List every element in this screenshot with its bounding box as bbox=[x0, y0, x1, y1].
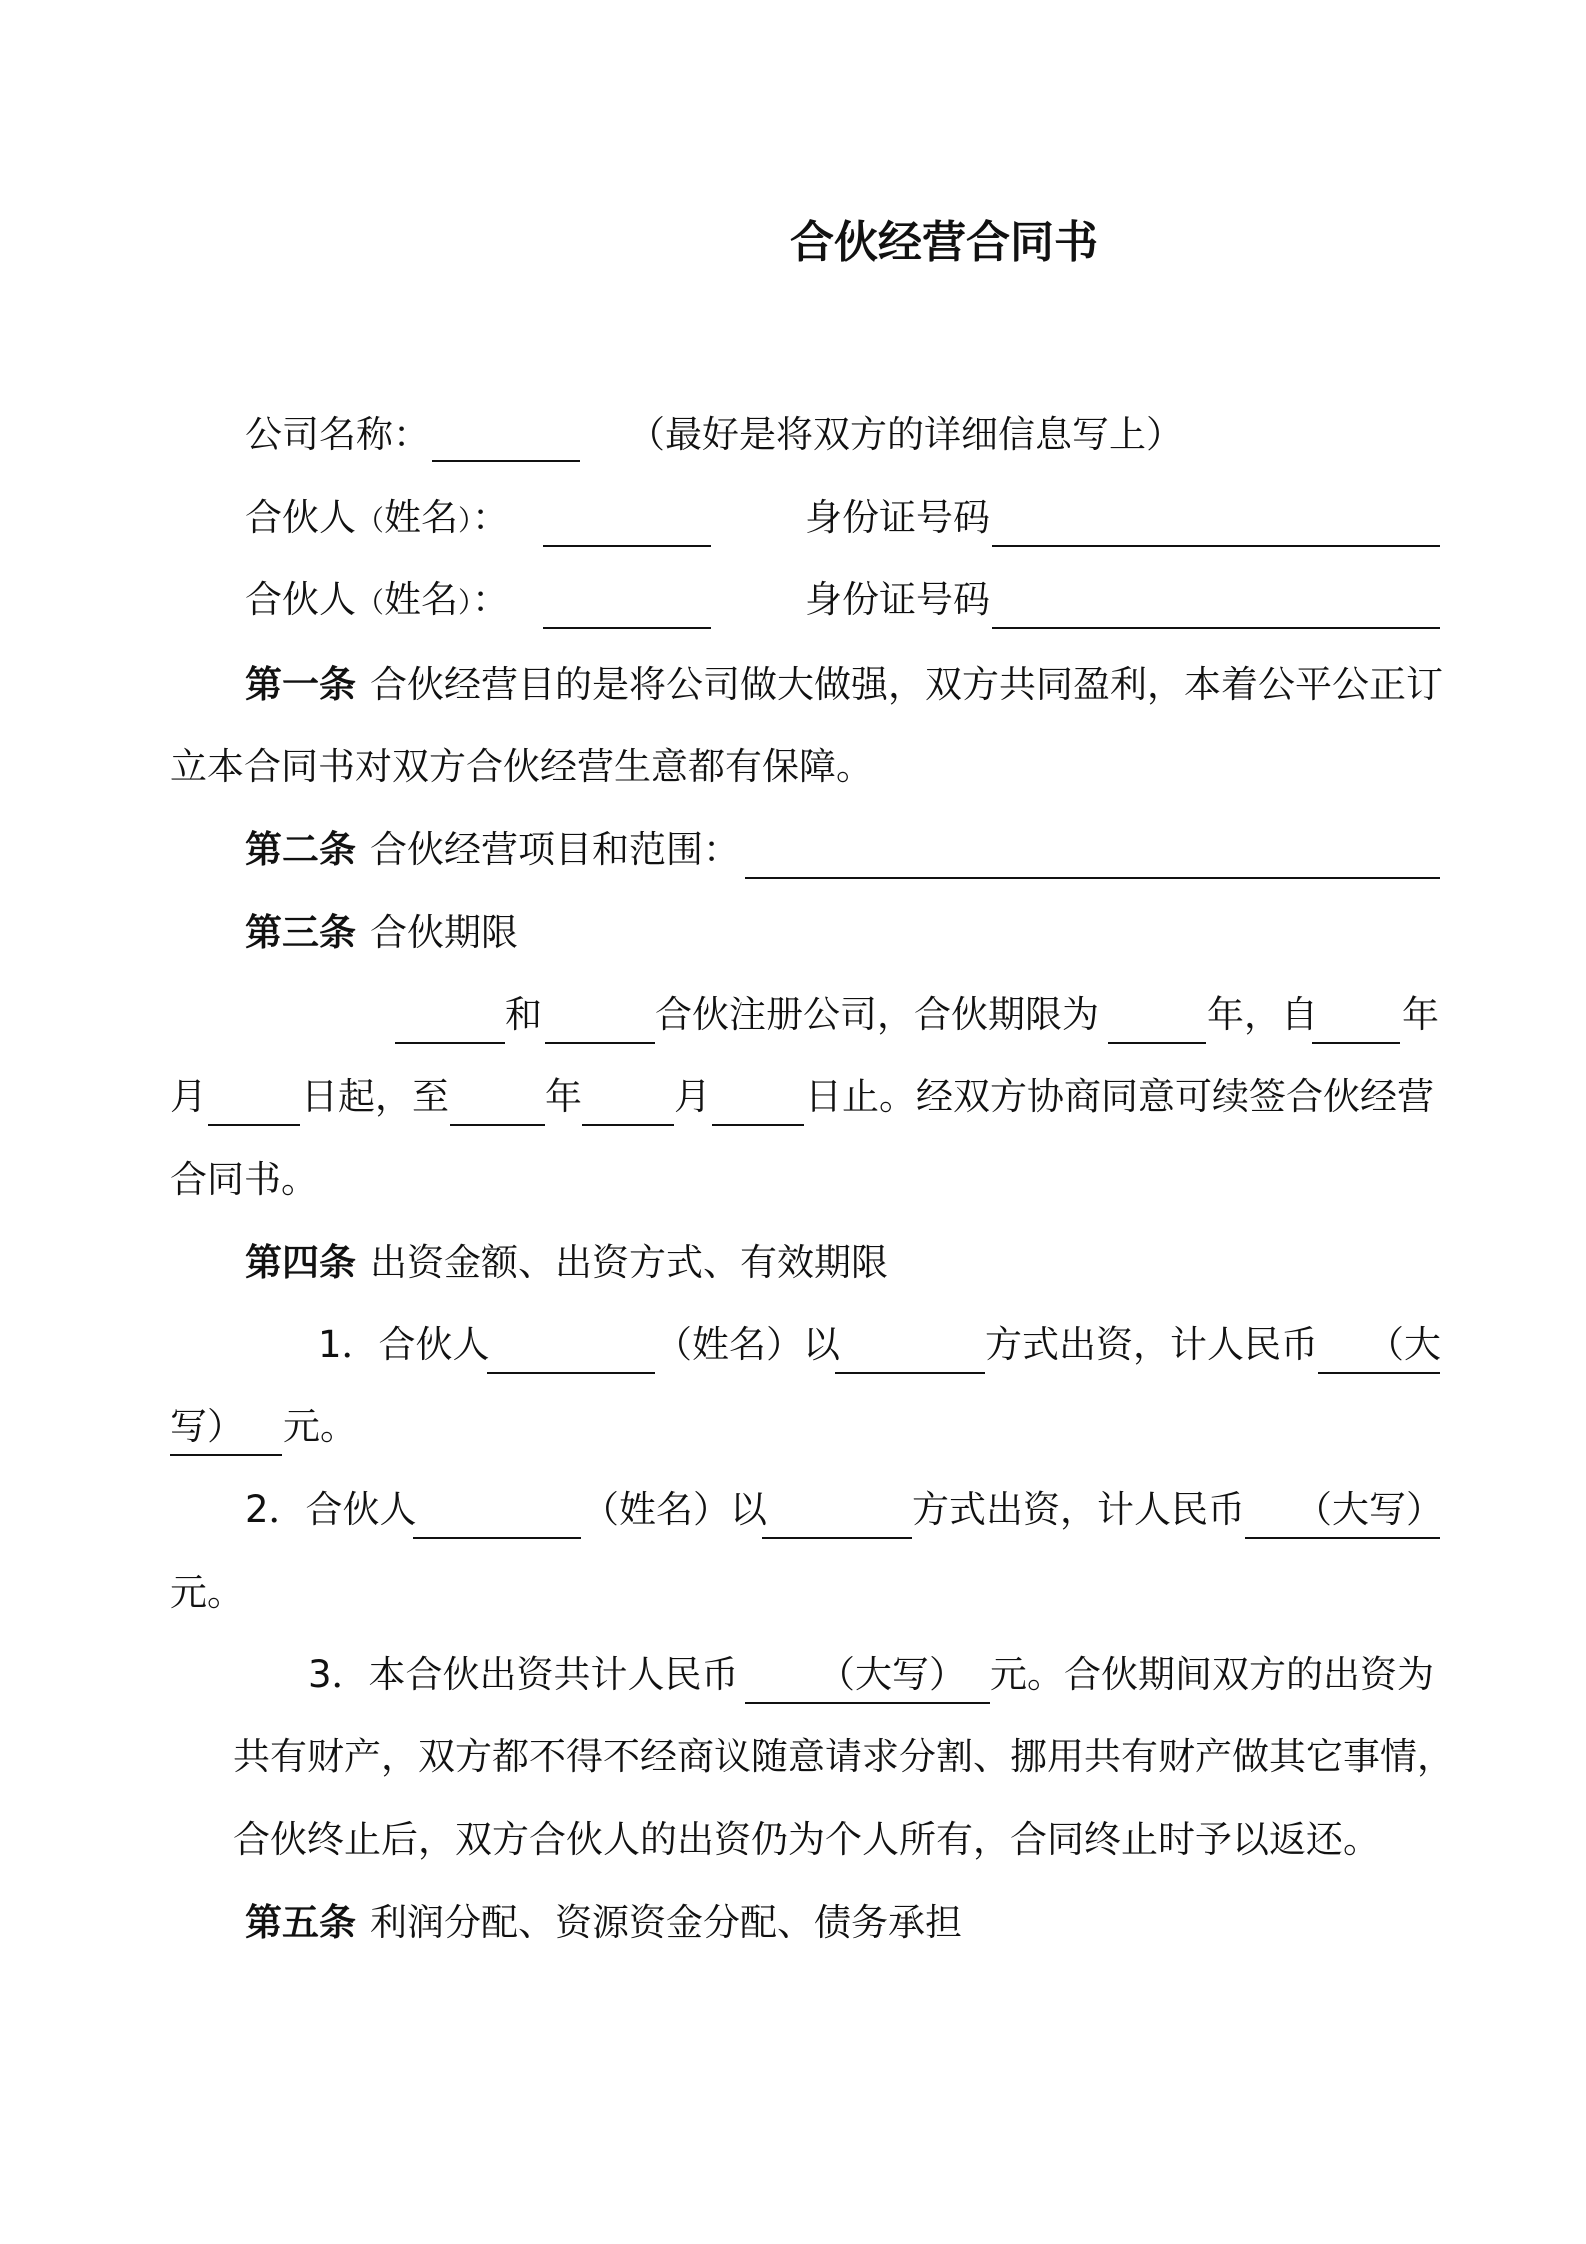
article4-item3-line3: 合伙终止后，双方合伙人的出资仍为个人所有，合同终止时予以返还。 bbox=[233, 1818, 1380, 1861]
partner2-label: 合伙人（姓名）： bbox=[245, 578, 510, 621]
article4-item1-xie-blank bbox=[170, 1454, 282, 1456]
article4-item1-da: （大 bbox=[1367, 1323, 1441, 1366]
article4-item2-amount-blank bbox=[1245, 1537, 1440, 1539]
article3-start-year-blank bbox=[1312, 1042, 1400, 1044]
article4-item3-amount-blank bbox=[745, 1702, 990, 1704]
article4-item3-line2: 共有财产，双方都不得不经商议随意请求分割、挪用共有财产做其它事情， bbox=[233, 1735, 1454, 1778]
article4-item1-yuan: 元。 bbox=[283, 1405, 357, 1448]
article3-heading: 第三条 bbox=[245, 911, 356, 954]
article4-item2-name: （姓名）以 bbox=[582, 1488, 767, 1531]
article4-item3-post: 元。合伙期间双方的出资为 bbox=[990, 1653, 1434, 1696]
article3-end: 合同书。 bbox=[170, 1158, 318, 1201]
article4-item1-name: （姓名）以 bbox=[655, 1323, 840, 1366]
article3-party2-blank bbox=[545, 1042, 655, 1044]
company-name-label: 公司名称： bbox=[245, 413, 430, 456]
article1-heading: 第一条 bbox=[245, 663, 356, 706]
article3-year2: 年 bbox=[545, 1075, 582, 1118]
article3-year: 年 bbox=[1402, 993, 1439, 1036]
article4-text: 出资金额、出资方式、有效期限 bbox=[370, 1241, 888, 1284]
article3-end-month-blank bbox=[582, 1124, 674, 1126]
partner1-label: 合伙人（姓名）： bbox=[245, 496, 510, 539]
article4-item2-pre: 2．合伙人 bbox=[245, 1488, 417, 1531]
article4-item2-yuan: 元。 bbox=[170, 1571, 244, 1614]
article4-item2-method-blank bbox=[762, 1537, 912, 1539]
article4-item1-pre: 1．合伙人 bbox=[318, 1323, 490, 1366]
article2-heading: 第二条 bbox=[245, 828, 356, 871]
article4-item3-daxie: （大写） bbox=[818, 1653, 966, 1696]
partner1-id-label: 身份证号码 bbox=[805, 496, 990, 539]
company-name-blank bbox=[432, 460, 580, 462]
article4-item1-partner-blank bbox=[487, 1372, 655, 1374]
article1-line2: 立本合同书对双方合伙经营生意都有保障。 bbox=[170, 745, 873, 788]
article3-month: 月 bbox=[170, 1075, 207, 1118]
article4-item3-pre: 3．本合伙出资共计人民币 bbox=[308, 1653, 739, 1696]
partner1-name-blank bbox=[543, 545, 711, 547]
partner1-id-blank bbox=[992, 545, 1440, 547]
article4-item1-method: 方式出资，计人民币 bbox=[985, 1323, 1318, 1366]
partner2-id-blank bbox=[992, 627, 1440, 629]
article3-register: 合伙注册公司，合伙期限为 bbox=[655, 993, 1099, 1036]
article1-line1: 合伙经营目的是将公司做大做强，双方共同盈利，本着公平公正订 bbox=[370, 663, 1443, 706]
article4-item1-xie: 写） bbox=[170, 1405, 244, 1448]
article3-party1-blank bbox=[395, 1042, 505, 1044]
article3-years-blank bbox=[1108, 1042, 1206, 1044]
article3-text: 合伙期限 bbox=[370, 911, 518, 954]
article4-item2-partner-blank bbox=[413, 1537, 581, 1539]
article3-year-from: 年，自 bbox=[1207, 993, 1318, 1036]
article4-heading: 第四条 bbox=[245, 1241, 356, 1284]
article3-and: 和 bbox=[505, 993, 542, 1036]
article3-end-day-blank bbox=[712, 1124, 804, 1126]
article3-day-end: 日止。经双方协商同意可续签合伙经营 bbox=[805, 1075, 1434, 1118]
article3-start-month-blank bbox=[208, 1124, 300, 1126]
partner2-id-label: 身份证号码 bbox=[805, 578, 990, 621]
article3-day-from: 日起，至 bbox=[301, 1075, 449, 1118]
article2-scope-blank bbox=[745, 877, 1440, 879]
partner2-name-blank bbox=[543, 627, 711, 629]
article5-heading: 第五条 bbox=[245, 1901, 356, 1944]
article4-item2-daxie: （大写） bbox=[1295, 1488, 1443, 1531]
article2-text: 合伙经营项目和范围： bbox=[370, 828, 740, 871]
article4-item1-amount-blank bbox=[1318, 1372, 1440, 1374]
article4-item2-method: 方式出资，计人民币 bbox=[912, 1488, 1245, 1531]
article3-month2: 月 bbox=[674, 1075, 711, 1118]
article3-end-year-blank bbox=[450, 1124, 545, 1126]
document-title: 合伙经营合同书 bbox=[790, 217, 1098, 268]
company-hint: （最好是将双方的详细信息写上） bbox=[628, 413, 1183, 456]
article5-text: 利润分配、资源资金分配、债务承担 bbox=[370, 1901, 962, 1944]
article4-item1-method-blank bbox=[835, 1372, 985, 1374]
